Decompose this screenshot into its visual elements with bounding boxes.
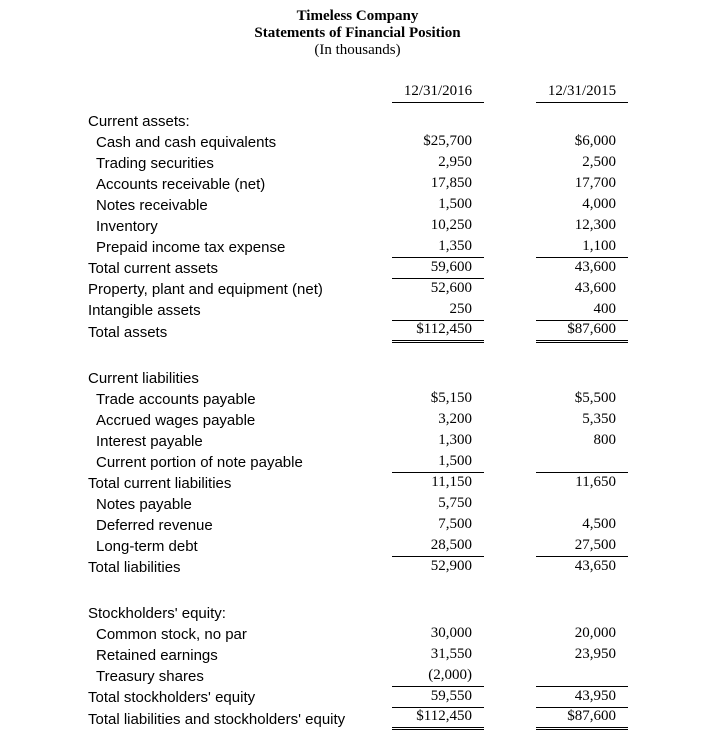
row-value-2016: 52,600	[430, 280, 472, 296]
row-label: Notes payable	[96, 496, 192, 513]
row-value-2015: 4,500	[582, 516, 616, 532]
row-label: Property, plant and equipment (net)	[88, 281, 323, 298]
statement-row	[88, 557, 628, 578]
row-value-2015	[536, 129, 628, 132]
row-label: Total liabilities and stockholders' equity	[88, 711, 346, 728]
row-label: Prepaid income tax expense	[96, 239, 286, 256]
row-value-2016: 10,250	[430, 217, 472, 233]
row-label: Deferred revenue	[96, 517, 213, 534]
row-value-2015	[536, 684, 628, 687]
row-value-2016: 1,500	[438, 196, 472, 212]
column-header-spacer	[88, 101, 392, 103]
row-value-2015: $87,600	[536, 321, 628, 343]
statement-row	[88, 132, 628, 153]
statement-rows	[88, 111, 628, 730]
row-value-2016: 5,750	[438, 495, 472, 511]
statement-row	[88, 624, 628, 645]
row-label: Total liabilities	[88, 559, 181, 576]
statement-row	[88, 300, 628, 321]
row-value-2015: 43,600	[574, 259, 616, 275]
row-value-2016: 7,500	[438, 516, 472, 532]
row-value-2016: 59,550	[392, 688, 484, 708]
row-value-2015: 43,600	[574, 280, 616, 296]
section-spacer	[88, 343, 628, 368]
row-value-2016	[392, 386, 484, 389]
row-value-2016: 1,350	[392, 238, 484, 258]
row-label: Long-term debt	[96, 538, 198, 555]
row-label: Inventory	[96, 218, 158, 235]
row-label: Total stockholders' equity	[88, 689, 256, 706]
statement-row	[88, 216, 628, 237]
row-value-2016: 30,000	[430, 625, 472, 641]
row-value-2016: $5,150	[430, 390, 472, 406]
row-value-2016: 52,900	[430, 558, 472, 574]
statement-row	[88, 452, 628, 473]
statement-row	[88, 603, 628, 624]
units-note: (In thousands)	[314, 42, 401, 58]
statement-row	[88, 195, 628, 216]
statement-row	[88, 174, 628, 195]
column-header-2016: 12/31/2016	[392, 83, 484, 103]
row-value-2015	[536, 386, 628, 389]
row-value-2016: 250	[392, 301, 484, 321]
row-value-2016	[392, 621, 484, 624]
row-value-2015	[536, 621, 628, 624]
row-label: Treasury shares	[96, 668, 204, 685]
row-value-2015: 43,650	[574, 558, 616, 574]
row-label: Total assets	[88, 324, 168, 341]
row-value-2016: 28,500	[392, 537, 484, 557]
row-value-2016: 1,500	[392, 453, 484, 473]
row-value-2016: 2,950	[438, 154, 472, 170]
row-label: Common stock, no par	[96, 626, 247, 643]
column-header-2015: 12/31/2015	[536, 83, 628, 103]
statement-row	[88, 708, 628, 730]
statement-row	[88, 666, 628, 687]
section-spacer	[88, 578, 628, 603]
row-label: Accounts receivable (net)	[96, 176, 266, 193]
row-value-2015: 4,000	[582, 196, 616, 212]
row-value-2016: 17,850	[430, 175, 472, 191]
row-value-2016: 31,550	[430, 646, 472, 662]
document-header	[0, 8, 715, 59]
row-label: Trading securities	[96, 155, 214, 172]
row-label: Total current assets	[88, 260, 219, 277]
row-label: Current portion of note payable	[96, 454, 303, 471]
row-value-2015: 17,700	[574, 175, 616, 191]
statement-row	[88, 321, 628, 343]
row-label: Retained earnings	[96, 647, 218, 664]
statement-row	[88, 258, 628, 279]
row-value-2016: 1,300	[438, 432, 472, 448]
row-value-2015: 43,950	[536, 688, 628, 708]
row-value-2016: 3,200	[438, 411, 472, 427]
row-value-2015: 2,500	[582, 154, 616, 170]
statement-row	[88, 368, 628, 389]
row-value-2015: 1,100	[536, 238, 628, 258]
column-header-row	[88, 81, 628, 103]
row-value-2015: 5,350	[582, 411, 616, 427]
row-value-2016: $112,450	[392, 708, 484, 730]
statement-row	[88, 645, 628, 666]
row-label: Total current liabilities	[88, 475, 232, 492]
row-value-2016	[392, 129, 484, 132]
row-value-2015	[536, 512, 628, 515]
statement-row	[88, 431, 628, 452]
statement-row	[88, 494, 628, 515]
row-value-2015: $87,600	[536, 708, 628, 730]
statement-row	[88, 515, 628, 536]
statement-row	[88, 111, 628, 132]
statement-row	[88, 389, 628, 410]
row-value-2016: 11,150	[431, 474, 472, 490]
row-value-2015: $5,500	[574, 390, 616, 406]
statement-row	[88, 473, 628, 494]
row-label: Current liabilities	[88, 370, 199, 387]
row-value-2016: $25,700	[423, 133, 472, 149]
statement-table	[88, 81, 628, 730]
row-value-2015	[536, 470, 628, 473]
row-value-2015: 27,500	[536, 537, 628, 557]
row-label: Current assets:	[88, 113, 190, 130]
statement-row	[88, 536, 628, 557]
row-value-2015: $6,000	[574, 133, 616, 149]
row-value-2015: 11,650	[575, 474, 616, 490]
row-label: Stockholders' equity:	[88, 605, 226, 622]
statement-row	[88, 410, 628, 431]
row-label: Cash and cash equivalents	[96, 134, 277, 151]
statement-title: Statements of Financial Position	[254, 25, 461, 41]
row-value-2015: 800	[593, 432, 616, 448]
statement-row	[88, 687, 628, 708]
row-value-2015: 23,950	[574, 646, 616, 662]
row-label: Trade accounts payable	[96, 391, 256, 408]
row-value-2016: $112,450	[392, 321, 484, 343]
statement-row	[88, 237, 628, 258]
row-label: Interest payable	[96, 433, 203, 450]
row-label: Accrued wages payable	[96, 412, 256, 429]
row-value-2016: (2,000)	[392, 667, 484, 687]
row-value-2016: 59,600	[392, 259, 484, 279]
company-name: Timeless Company	[296, 8, 419, 24]
row-value-2015: 400	[536, 301, 628, 321]
row-value-2015: 12,300	[574, 217, 616, 233]
statement-row	[88, 279, 628, 300]
statement-row	[88, 153, 628, 174]
row-label: Notes receivable	[96, 197, 208, 214]
row-value-2015: 20,000	[574, 625, 616, 641]
row-label: Intangible assets	[88, 302, 201, 319]
